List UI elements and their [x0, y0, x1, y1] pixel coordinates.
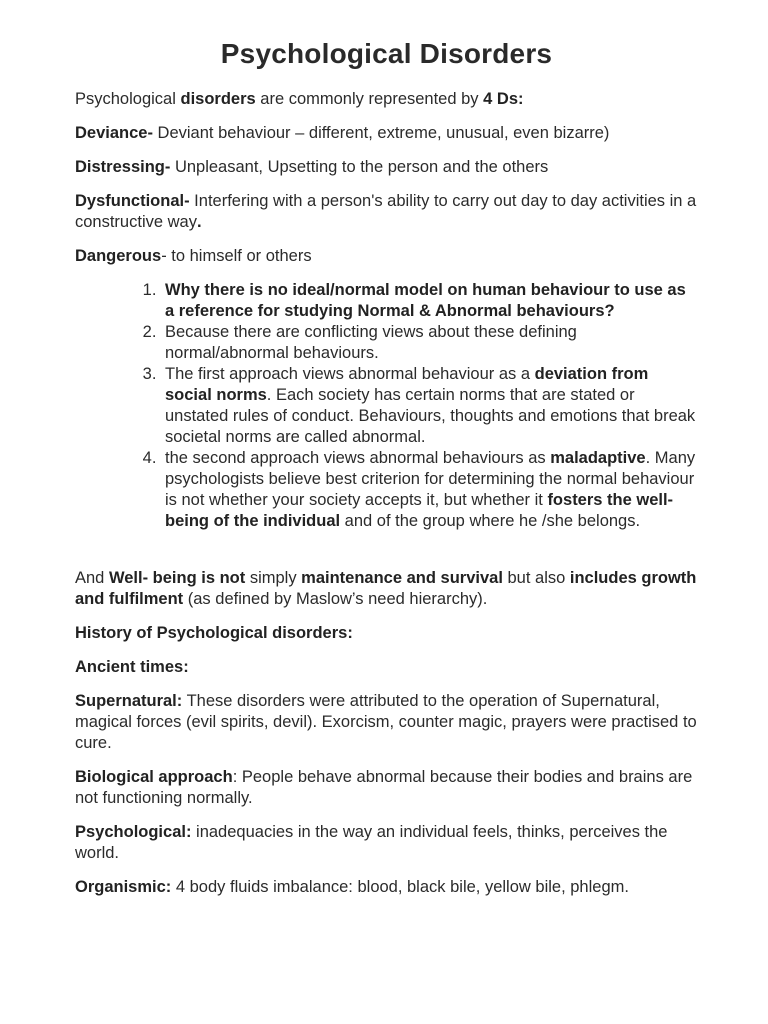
- dangerous-term: Dangerous: [75, 247, 162, 265]
- list-item-4-text: and of the group where he /she belongs.: [340, 512, 641, 530]
- distressing-text: Unpleasant, Upsetting to the person and the others: [170, 158, 549, 176]
- distressing-paragraph: [75, 157, 698, 178]
- deviance-text: Deviant behaviour – different, extreme, unusual, even bizarre): [152, 124, 610, 142]
- list-item-4-bold: maladaptive: [550, 449, 646, 467]
- list-item-4-text: the second approach views abnormal behaviours as: [165, 449, 551, 467]
- list-item-2-text: Because there are conflicting views about these defining normal/abnormal behaviours.: [165, 323, 577, 362]
- intro-text: are commonly represented by: [255, 90, 484, 108]
- biological-paragraph: [75, 767, 698, 809]
- intro-text: Psychological: [75, 90, 181, 108]
- biological-term: Biological approach: [75, 768, 233, 786]
- list-item-1-text: Why there is no ideal/normal model on human behaviour to use as a reference for studying Normal & Abnormal behaviours?: [165, 281, 686, 320]
- intro-bold-4ds: 4 Ds:: [483, 90, 524, 108]
- wellbeing-text: simply: [245, 569, 302, 587]
- psychological-term: Psychological:: [75, 823, 192, 841]
- wellbeing-paragraph: [75, 568, 698, 610]
- dysfunctional-term: Dysfunctional-: [75, 192, 190, 210]
- list-item: [161, 448, 698, 532]
- deviance-term: Deviance-: [75, 124, 153, 142]
- ancient-heading-text: Ancient times:: [75, 658, 189, 676]
- wellbeing-text: (as defined by Maslow’s need hierarchy).: [183, 590, 488, 608]
- dangerous-text: - to himself or others: [161, 247, 312, 265]
- distressing-term: Distressing-: [75, 158, 171, 176]
- supernatural-term: Supernatural:: [75, 692, 183, 710]
- supernatural-paragraph: [75, 691, 698, 754]
- list-item-3-text: . Each society has certain norms that are stated or unstated rules of conduct. Behaviours, thoughts and emotions that break societal norms are called abnormal.: [165, 386, 696, 446]
- list-item-3-bold: deviation from social norms: [165, 365, 649, 404]
- spacer: [75, 532, 698, 568]
- list-item: [161, 280, 698, 322]
- list-item-3-text: The first approach views abnormal behaviour as a: [165, 365, 535, 383]
- psychological-text: inadequacies in the way an individual feels, thinks, perceives the world.: [75, 823, 668, 862]
- organismic-paragraph: [75, 877, 698, 898]
- history-heading-text: History of Psychological disorders:: [75, 624, 353, 642]
- wellbeing-bold: Well- being is not: [108, 569, 246, 587]
- dysfunctional-paragraph: [75, 191, 698, 233]
- wellbeing-bold: maintenance and survival: [301, 569, 503, 587]
- wellbeing-text: And: [75, 569, 109, 587]
- organismic-text: 4 body fluids imbalance: blood, black bile, yellow bile, phlegm.: [171, 878, 629, 896]
- intro-paragraph: [75, 89, 698, 110]
- list-item: [161, 364, 698, 448]
- page-title: Psychological Disorders: [220, 38, 553, 69]
- dysfunctional-period: .: [196, 213, 202, 231]
- list-item-4-text: . Many psychologists believe best criterion for determining the normal behaviour is not whether your society accepts it, but whether it: [165, 449, 696, 509]
- supernatural-text: These disorders were attributed to the operation of Supernatural, magical forces (evil spirits, devil). Exorcism, counter magic, prayers were practised to cure.: [75, 692, 697, 752]
- dysfunctional-text: Interfering with a person's ability to carry out day to day activities in a constructive way: [75, 192, 697, 231]
- wellbeing-text: but also: [502, 569, 570, 587]
- biological-text: : People behave abnormal because their bodies and brains are not functioning normally.: [75, 768, 693, 807]
- wellbeing-bold: includes growth and fulfilment: [75, 569, 697, 608]
- history-heading: [75, 623, 698, 644]
- list-item: [161, 322, 698, 364]
- dangerous-paragraph: [75, 246, 698, 267]
- psychological-paragraph: [75, 822, 698, 864]
- organismic-term: Organismic:: [75, 878, 172, 896]
- ancient-heading: [75, 657, 698, 678]
- intro-bold-disorders: disorders: [180, 90, 256, 108]
- deviance-paragraph: [75, 123, 698, 144]
- list-item-4-bold: fosters the well-being of the individual: [165, 491, 674, 530]
- numbered-list: [75, 280, 698, 532]
